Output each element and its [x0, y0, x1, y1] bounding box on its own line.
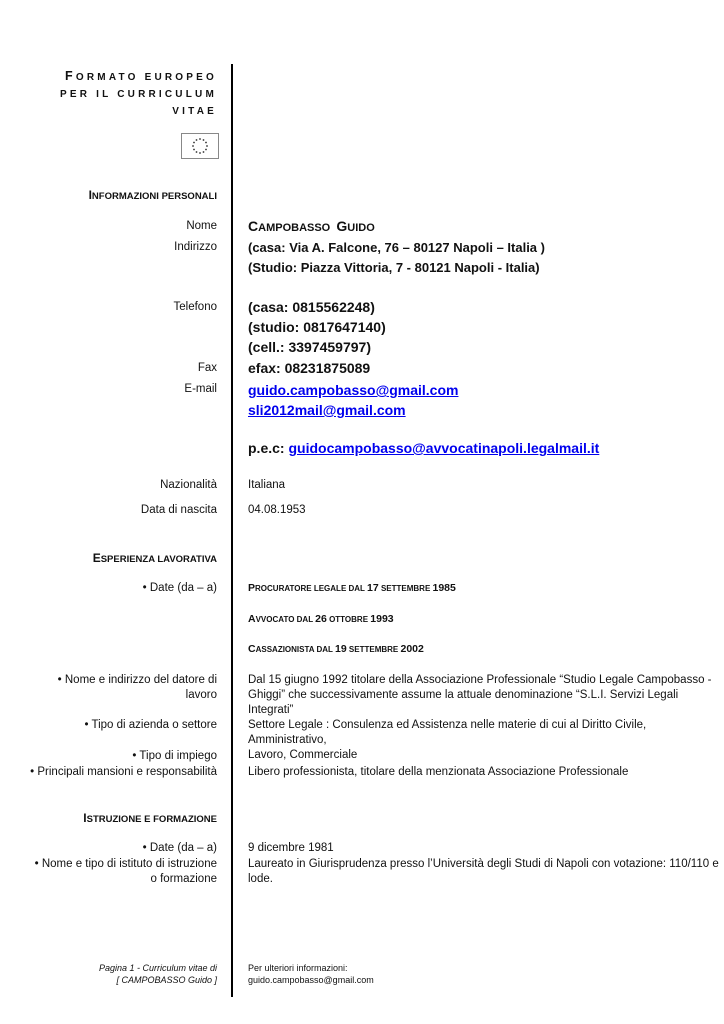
azienda-label: • Tipo di azienda o settore — [84, 719, 217, 731]
section-work-experience: ESPERIENZA LAVORATIVA — [92, 551, 217, 565]
pec-link[interactable]: guidocampobasso@avvocatinapoli.legalmail.it — [288, 440, 600, 456]
work-entry-3: CASSAZIONISTA DAL 19 SETTEMBRE 2002 — [248, 643, 424, 655]
footer-page-info: Pagina 1 - Curriculum vitae di [ CAMPOBASSO Guido ] — [98, 963, 217, 985]
edu-date-value: 9 dicembre 1981 — [248, 842, 334, 854]
phone-value: (casa: 0815562248) (studio: 0817647140) (cell.: 3397459797) — [248, 299, 386, 355]
azienda-value: Settore Legale : Consulenza ed Assistenza nelle materie di cui al Diritto Civile, Amministrativo, Lavoro, Commerciale — [248, 719, 647, 761]
address-value: (casa: Via A. Falcone, 76 – 80127 Napoli – Italia ) (Studio: Piazza Vittoria, 7 - 80121 Napoli - Italia) — [248, 240, 545, 275]
mansioni-value: Libero professionista, titolare della menzionata Associazione Professionale — [248, 766, 629, 778]
cv-title: FORMATO EUROPEO PER IL CURRICULUM VITAE — [60, 69, 217, 117]
section-personal-info: INFORMAZIONI PERSONALI — [88, 188, 217, 202]
email-link-2[interactable]: sli2012mail@gmail.com — [248, 402, 406, 418]
email-link-1[interactable]: guido.campobasso@gmail.com — [248, 382, 459, 398]
istituto-label: • Nome e tipo di istituto di istruzione o formazione — [34, 858, 217, 885]
telefono-label: Telefono — [173, 301, 217, 313]
fax-label: Fax — [197, 362, 217, 374]
eu-flag-icon — [181, 133, 219, 159]
edu-date-label: • Date (da – a) — [142, 842, 217, 854]
nascita-label: Data di nascita — [140, 504, 217, 516]
nascita-value: 04.08.1953 — [248, 504, 306, 516]
impiego-label: • Tipo di impiego — [132, 750, 217, 762]
datore-value: Dal 15 giugno 1992 titolare della Associazione Professionale “Studio Legale Campobasso - Ghiggi” che successivamente assume la attuale denominazione “S.L.I. Servizi Legali Integrati” — [248, 674, 712, 716]
fax-value: efax: 08231875089 — [248, 360, 371, 376]
vertical-divider — [231, 64, 233, 997]
datore-label: • Nome e indirizzo del datore di lavoro — [57, 674, 217, 701]
work-entry-2: AVVOCATO DAL 26 OTTOBRE 1993 — [248, 613, 394, 625]
footer-contact: Per ulteriori informazioni: guido.campobasso@gmail.com — [248, 963, 374, 985]
nome-label: Nome — [186, 220, 217, 232]
section-education: ISTRUZIONE E FORMAZIONE — [83, 811, 217, 825]
work-date-label: • Date (da – a) — [142, 582, 217, 594]
indirizzo-label: Indirizzo — [174, 241, 217, 253]
nazionalita-label: Nazionalità — [160, 479, 217, 491]
work-entry-1: PROCURATORE LEGALE DAL 17 SETTEMBRE 1985 — [248, 582, 456, 594]
email-values — [248, 380, 458, 420]
istituto-value: Laureato in Giurisprudenza presso l’Università degli Studi di Napoli con votazione: 110/110 e lode. — [248, 858, 719, 885]
mansioni-label: • Principali mansioni e responsabilità — [30, 766, 217, 778]
nome-value: CAMPOBASSO GUIDO — [248, 218, 375, 234]
email-label: E-mail — [184, 383, 217, 395]
pec-value: p.e.c: guidocampobasso@avvocatinapoli.legalmail.it — [248, 440, 600, 456]
nazionalita-value: Italiana — [248, 479, 286, 491]
